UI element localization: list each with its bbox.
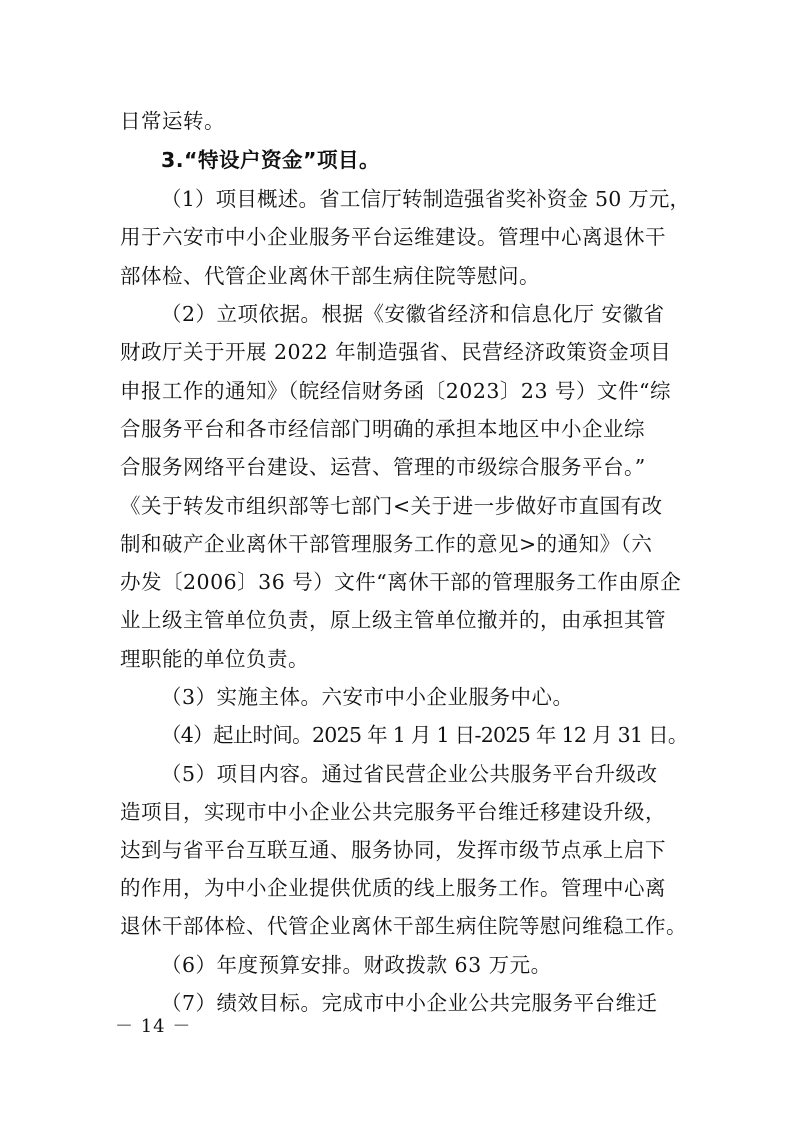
body-text-line: 日常运转。 — [120, 109, 225, 133]
body-text-line: 部体检、代管企业离休干部生病住院等慰问。 — [120, 264, 540, 288]
body-text-line: 的作用，为中小企业提供优质的线上服务工作。管理中心离 — [120, 876, 666, 900]
section-heading: 3.“特设户资金”项目。 — [161, 148, 380, 172]
paragraph-item-6: （6）年度预算安排。财政拨款 63 万元。 — [161, 953, 552, 977]
body-text-line: 业上级主管单位负责，原上级主管单位撤并的，由承担其管 — [120, 608, 666, 632]
body-text-line: 财政厅关于开展 2022 年制造强省、民营经济政策资金项目 — [120, 340, 672, 364]
paragraph-item-4: （4）起止时间。2025 年 1 月 1 日-2025 年 12 月 31 日。 — [161, 723, 688, 747]
body-text-line: 退休干部体检、代管企业离休干部生病住院等慰问维稳工作。 — [120, 914, 687, 938]
body-text-line: 造项目，实现市中小企业公共完服务平台维迁移建设升级， — [120, 800, 666, 824]
body-text-line: 制和破产企业离休干部管理服务工作的意见>的通知》（六 — [120, 532, 653, 556]
paragraph-item-2: （2）立项依据。根据《安徽省经济和信息化厅 安徽省 — [161, 302, 665, 326]
body-text-line: 合服务网络平台建设、运营、管理的市级综合服务平台。” — [120, 455, 646, 479]
body-text-line: 合服务平台和各市经信部门明确的承担本地区中小企业综 — [120, 417, 645, 441]
body-text-line: 用于六安市中小企业服务平台运维建设。管理中心离退休干 — [120, 225, 666, 249]
paragraph-item-7: （7）绩效目标。完成市中小企业公共完服务平台维迁 — [161, 991, 658, 1015]
body-text-line: 《关于转发市组织部等七部门<关于进一步做好市直国有改 — [120, 494, 663, 518]
body-text-line: 达到与省平台互联互通、服务协同，发挥市级节点承上启下 — [120, 838, 666, 862]
paragraph-item-3: （3）实施主体。六安市中小企业服务中心。 — [161, 685, 574, 709]
paragraph-item-1: （1）项目概述。省工信厅转制造强省奖补资金 50 万元， — [161, 187, 691, 211]
body-text-line: 申报工作的通知》（皖经信财务函〔2023〕23 号）文件“综 — [120, 379, 672, 403]
page-number: － 14 － — [115, 1016, 192, 1037]
paragraph-item-5: （5）项目内容。通过省民营企业公共服务平台升级改 — [161, 762, 658, 786]
body-text-line: 办发〔2006〕36 号）文件“离休干部的管理服务工作由原企 — [120, 570, 682, 594]
body-text-line: 理职能的单位负责。 — [120, 647, 309, 671]
